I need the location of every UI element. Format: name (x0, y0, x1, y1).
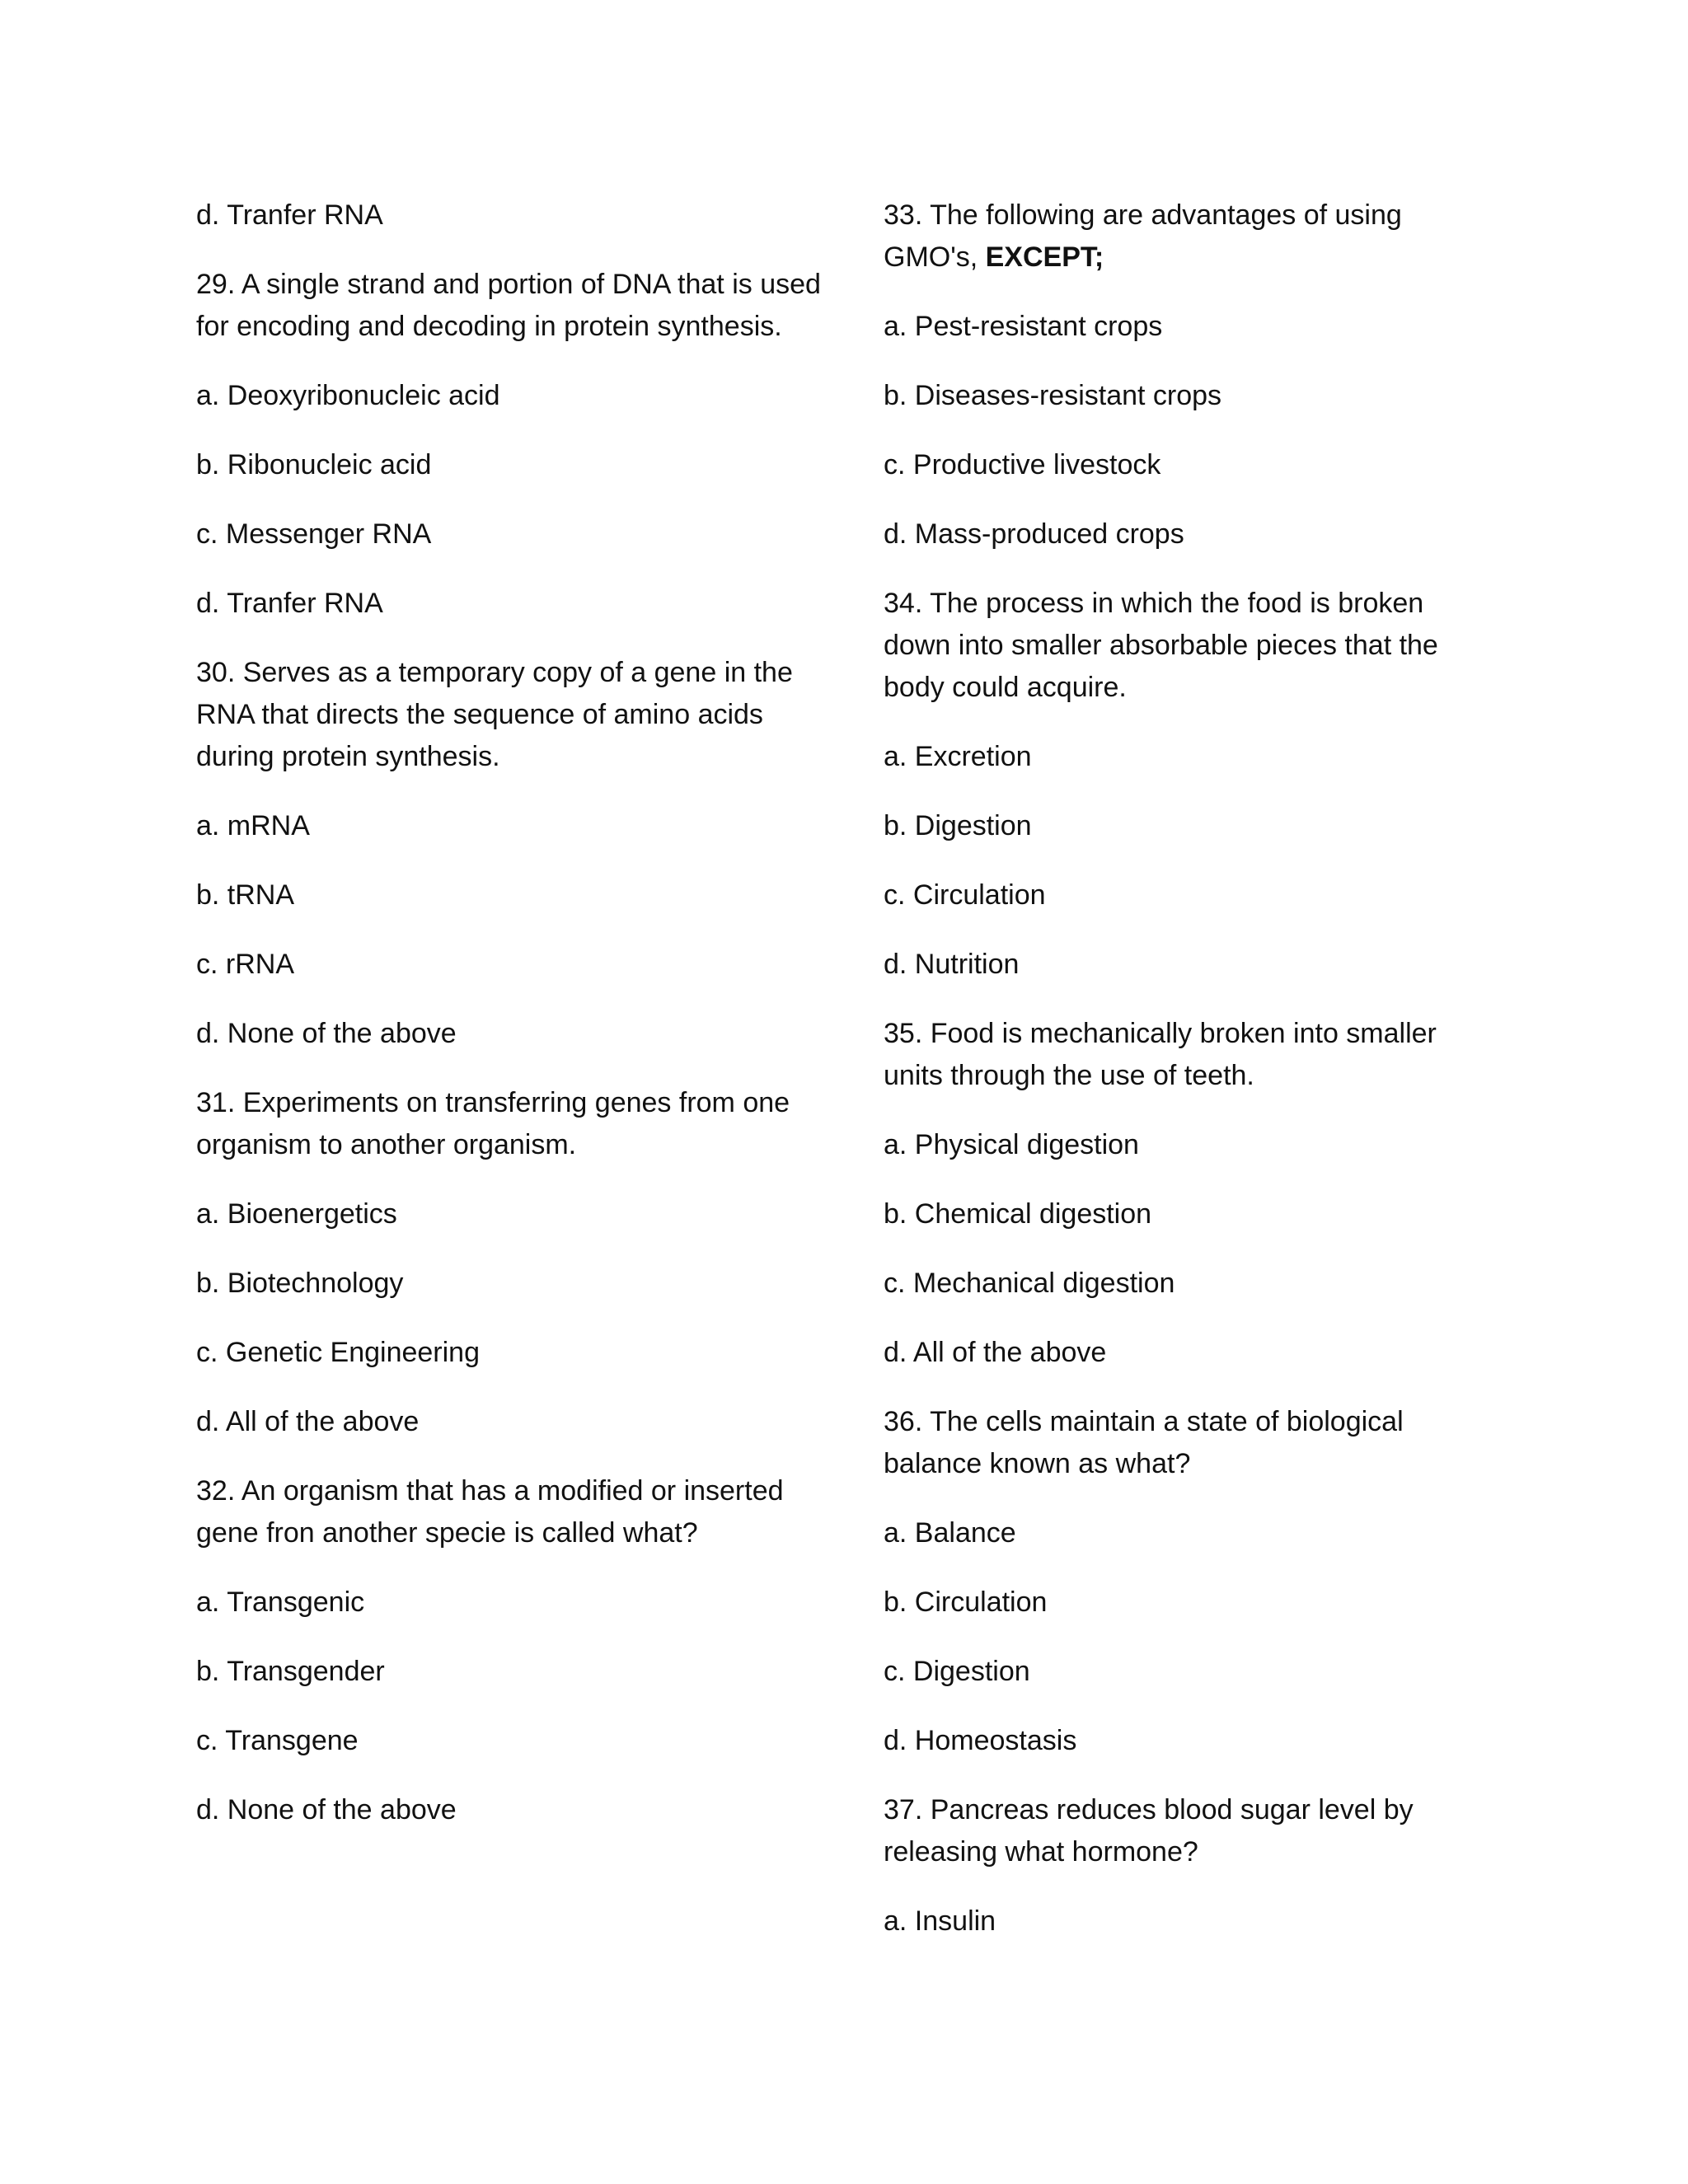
option-c: c. Messenger RNA (196, 518, 432, 550)
question-emphasis: EXCEPT; (985, 241, 1104, 273)
right-column (884, 194, 1493, 1970)
option-d: d. All of the above (884, 1337, 1107, 1368)
option-d: d. Mass-produced crops (884, 518, 1184, 550)
question-36 (884, 1401, 1493, 1762)
option-b: b. Chemical digestion (884, 1198, 1152, 1230)
question-35 (884, 1013, 1493, 1374)
option-b: b. Transgender (196, 1656, 385, 1687)
left-column (196, 194, 823, 1858)
option-d: d. All of the above (196, 1406, 420, 1437)
question-text (884, 194, 1493, 279)
question-text: 37. Pancreas reduces blood sugar level by releasing what hormone? (884, 1794, 1414, 1868)
option-a: a. Transgenic (196, 1586, 365, 1618)
option-a: a. Balance (884, 1517, 1016, 1549)
question-text: 29. A single strand and portion of DNA that is used for encoding and decoding in protein synthesis. (196, 269, 821, 342)
option-a: a. Bioenergetics (196, 1198, 397, 1230)
question-31 (196, 1082, 823, 1443)
option-b: b. Circulation (884, 1586, 1048, 1618)
option-c: c. Transgene (196, 1725, 359, 1756)
question-text: 30. Serves as a temporary copy of a gene in the RNA that directs the sequence of amino acids during protein synthesis. (196, 657, 793, 772)
option-d: d. None of the above (196, 1018, 457, 1049)
option-c: c. Circulation (884, 879, 1046, 911)
option-c: c. rRNA (196, 949, 294, 980)
option-d: d. None of the above (196, 1794, 457, 1825)
option-b: b. Diseases-resistant crops (884, 380, 1222, 411)
question-text: 32. An organism that has a modified or inserted gene fron another specie is called what? (196, 1475, 784, 1549)
question-32 (196, 1470, 823, 1831)
option-a: a. mRNA (196, 810, 310, 841)
question-text: 34. The process in which the food is broken down into smaller absorbable pieces that the body could acquire. (884, 588, 1438, 703)
option-b: b. Digestion (884, 810, 1032, 841)
question-33 (884, 194, 1493, 555)
option-c: c. Genetic Engineering (196, 1337, 480, 1368)
option-c: c. Digestion (884, 1656, 1030, 1687)
option-a: a. Excretion (884, 741, 1032, 772)
option-c: c. Mechanical digestion (884, 1268, 1175, 1299)
question-text: 35. Food is mechanically broken into smaller units through the use of teeth. (884, 1018, 1437, 1091)
option-a: a. Physical digestion (884, 1129, 1139, 1160)
option-b: b. Biotechnology (196, 1268, 404, 1299)
question-37 (884, 1789, 1493, 1943)
question-text: 36. The cells maintain a state of biological balance known as what? (884, 1406, 1404, 1479)
lead-option: d. Tranfer RNA (196, 199, 383, 231)
option-d: d. Nutrition (884, 949, 1020, 980)
question-29 (196, 264, 823, 625)
question-34 (884, 583, 1493, 986)
option-a: a. Insulin (884, 1905, 996, 1937)
option-a: a. Deoxyribonucleic acid (196, 380, 500, 411)
option-b: b. Ribonucleic acid (196, 449, 432, 480)
question-30 (196, 652, 823, 1055)
question-text: 31. Experiments on transferring genes from one organism to another organism. (196, 1087, 790, 1160)
question-text-main: 33. The following are advantages of using GMO's, (884, 199, 1402, 273)
option-a: a. Pest-resistant crops (884, 311, 1163, 342)
option-d: d. Tranfer RNA (196, 588, 383, 619)
option-d: d. Homeostasis (884, 1725, 1077, 1756)
option-c: c. Productive livestock (884, 449, 1161, 480)
option-b: b. tRNA (196, 879, 295, 911)
